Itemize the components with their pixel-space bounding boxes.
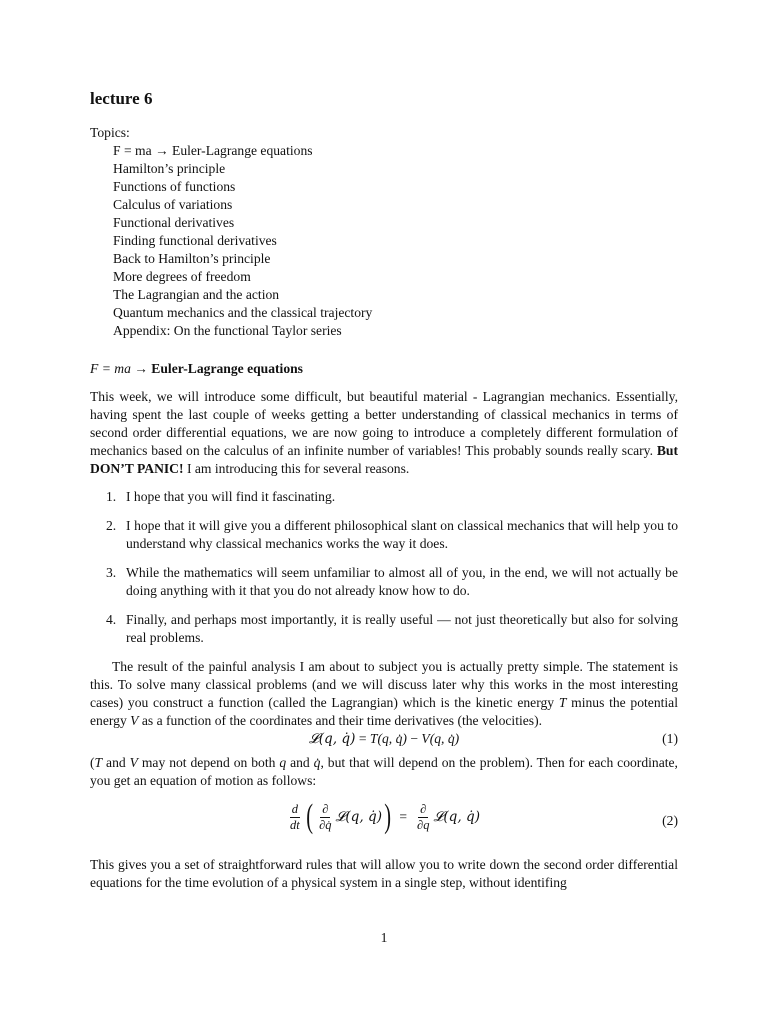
list-item [90,564,678,600]
list-number: 1. [106,489,117,504]
lagrangian-term: 𝓛(q, q̇) [433,809,481,825]
math-var: T [558,695,567,710]
equation-kinetic-term: T(q, q̇) [369,731,407,746]
denominator: ∂q [417,817,430,832]
list-number: 2. [106,518,117,533]
topic-item: Functional derivatives [113,215,235,230]
lagrangian-term: 𝓛(q, q̇) [335,809,383,825]
section-heading [90,360,678,378]
equation-2 [90,800,678,844]
topic-item: Functions of functions [113,179,236,194]
list-text: Finally, and perhaps most importantly, it is really useful — not just theoretically but also for solving real problems. [126,612,678,645]
paragraph-text: may not depend on both [141,755,276,770]
denominator: ∂q̇ [319,817,332,832]
topic-item: Back to Hamilton’s principle [113,251,271,266]
math-var: q̇ [313,755,321,770]
list-text: I hope that you will find it fascinating. [126,489,336,504]
topic-item: Hamilton’s principle [113,161,226,176]
equation-tag: (1) [662,731,678,746]
topic-item: Calculus of variations [113,197,233,212]
equation-potential-term: V(q, q̇) [421,731,460,746]
topics-list [90,142,678,340]
numerator: ∂ [420,801,427,816]
lecture-title: lecture 6 [90,89,153,108]
topic-item: Quantum mechanics and the classical trajectory [113,305,373,320]
topic-item: More degrees of freedom [113,269,251,284]
document-page [90,88,678,892]
topics-label: Topics: [90,125,130,140]
after-eq1-paragraph [90,754,678,790]
equation-equals: = [399,809,408,824]
math-var: q [279,755,287,770]
equation-minus: − [410,731,418,746]
fraction-d-dt [288,802,302,833]
equation-2-body [286,800,480,834]
math-var: V [130,713,139,728]
list-item [90,611,678,647]
equation-equals: = [358,731,367,746]
numerator: ∂ [322,801,329,816]
reasons-list [90,488,678,647]
paragraph-text: , but that will depend on the problem). Then for each coordinate, you get an equation of motion as follows: [90,755,678,788]
intro-paragraph [90,388,678,478]
section-heading-math: F = ma → [90,361,148,376]
topic-item: F = ma → Euler-Lagrange equations [113,143,313,158]
math-var: T [94,755,103,770]
list-item [90,517,678,553]
page-number: 1 [380,930,388,945]
intro-text-after: I am introducing this for several reasons. [186,461,410,476]
result-text: as a function of the coordinates and their time derivatives (the velocities). [141,713,542,728]
result-paragraph [90,658,678,730]
topic-item: The Lagrangian and the action [113,287,280,302]
paragraph-text: and [290,755,310,770]
numerator: d [291,801,298,816]
list-number: 3. [106,565,117,580]
result-text: minus the potential energy [90,695,678,728]
intro-bold: But DON’T PANIC! [90,443,679,476]
list-text: While the mathematics will seem unfamiliar to almost all of you, in the end, we will not actually be doing anything with it that you do not already know how to do. [126,565,678,598]
result-text: The result of the painful analysis I am about to subject you is actually pretty simple. The statement is this. To solve many classical problems (and we will discuss later why this works in the most interesting cases) you construct a function (called the Lagrangian) which is the kinetic energy [90,659,678,710]
left-paren: ( [306,798,313,835]
denominator: dt [290,817,300,832]
equation-1-body [90,730,678,748]
paragraph-text: ( [90,755,95,770]
right-paren: ) [384,798,392,835]
list-item [90,488,678,506]
fraction-partial-q [415,802,431,833]
fraction-partial-qdot [317,802,333,833]
intro-text: This week, we will introduce some difficult, but beautiful material - Lagrangian mechanics. Essentially, having spent the last couple of weeks getting a better understanding of classical mechanics in terms of second order differential equations, we are now going to introduce a completely different formulation of mechanics based on the calculus of an infinite number of variables! This probably sounds really scary. [90,389,678,458]
equation-1 [90,730,678,754]
topic-item: Finding functional derivatives [113,233,277,248]
math-var: V [129,755,138,770]
section-heading-text: Euler-Lagrange equations [151,361,303,376]
closing-paragraph: This gives you a set of straightforward rules that will allow you to write down the second order differential equations for the time evolution of a physical system in a single step, without identifing [90,857,678,890]
list-text: I hope that it will give you a different philosophical slant on classical mechanics that will help you to understand why classical mechanics works the way it does. [126,518,678,551]
equation-lhs: 𝓛(q, q̇) [308,731,356,747]
list-number: 4. [106,612,117,627]
topic-item: Appendix: On the functional Taylor series [113,323,342,338]
paragraph-text: and [106,755,126,770]
equation-tag: (2) [662,813,678,828]
